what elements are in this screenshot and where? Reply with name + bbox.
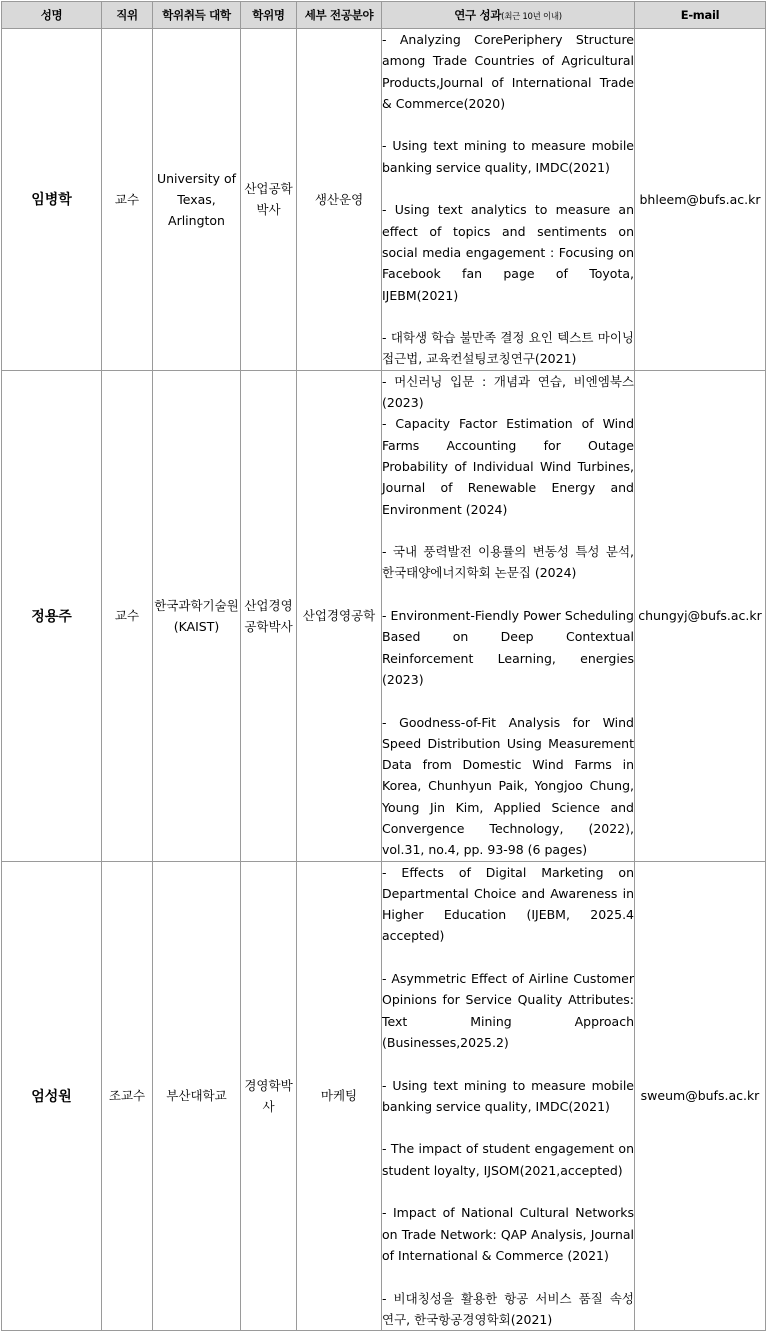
header-degree: 학위명	[241, 2, 297, 29]
header-research-label: 연구 성과	[454, 8, 502, 22]
publication-item: - Impact of National Cultural Networks on Trade Network: QAP Analysis, Journal of International & Commerce (2021)	[382, 1205, 634, 1263]
research-list	[382, 370, 635, 861]
table-row	[2, 370, 766, 861]
university: 부산대학교	[153, 861, 241, 1331]
major: 생산운영	[297, 29, 382, 371]
publication-item: - The impact of student engagement on student loyalty, IJSOM(2021,accepted)	[382, 1141, 634, 1178]
professor-name: 정용주	[2, 370, 102, 861]
degree: 경영학박사	[241, 861, 297, 1331]
table-row	[2, 29, 766, 371]
header-research	[382, 2, 635, 29]
publication-item: - 비대칭성을 활용한 항공 서비스 품질 속성 연구, 한국항공경영학회(2021)	[382, 1290, 634, 1327]
email-address: bhleem@bufs.ac.kr	[635, 29, 766, 371]
header-major: 세부 전공분야	[297, 2, 382, 29]
faculty-table	[1, 1, 766, 1331]
header-university: 학위취득 대학	[153, 2, 241, 29]
publication-item: - 대학생 학습 불만족 결정 요인 텍스트 마이닝 접근법, 교육컨설팅코칭연구(2021)	[382, 330, 634, 367]
email-address: sweum@bufs.ac.kr	[635, 861, 766, 1331]
professor-name: 임병학	[2, 29, 102, 371]
publication-item: - Capacity Factor Estimation of Wind Farms Accounting for Outage Probability of Individual Wind Turbines, Journal of Renewable Energy and Environment (2024)	[382, 416, 634, 517]
degree: 산업경영 공학박사	[241, 370, 297, 861]
major: 산업경영공학	[297, 370, 382, 861]
position: 교수	[102, 29, 153, 371]
university: University of Texas, Arlington	[153, 29, 241, 371]
header-row	[2, 2, 766, 29]
header-research-note: (최근 10년 이내)	[501, 12, 562, 22]
degree: 산업공학 박사	[241, 29, 297, 371]
publication-item: - Using text analytics to measure an effect of topics and sentiments on social media engagement : Focusing on Facebook fan page of Toyota, IJEBM(2021)	[382, 202, 634, 303]
publication-item: - 머신러닝 입문 : 개념과 연습, 비엔엠북스(2023)	[382, 373, 634, 411]
header-position: 직위	[102, 2, 153, 29]
publication-item: - Analyzing CorePeriphery Structure among Trade Countries of Agricultural Products,Journal of International Trade & Commerce(2020)	[382, 32, 634, 111]
publication-item: - Using text mining to measure mobile banking service quality, IMDC(2021)	[382, 138, 634, 175]
publication-item: - Environment-Fiendly Power Scheduling Based on Deep Contextual Reinforcement Learning, energies (2023)	[382, 608, 634, 687]
header-email: E-mail	[635, 2, 766, 29]
table-row	[2, 861, 766, 1331]
publication-item: - Asymmetric Effect of Airline Customer Opinions for Service Quality Attributes: Text Mining Approach (Businesses,2025.2)	[382, 971, 634, 1050]
header-name: 성명	[2, 2, 102, 29]
professor-name: 엄성원	[2, 861, 102, 1331]
position: 교수	[102, 370, 153, 861]
position: 조교수	[102, 861, 153, 1331]
publication-item: - 국내 풍력발전 이용률의 변동성 특성 분석, 한국태양에너지학회 논문집 (2024)	[382, 544, 634, 581]
publication-item: - Goodness-of-Fit Analysis for Wind Speed Distribution Using Measurement Data from Domestic Wind Farms in Korea, Chunhyun Paik, Yongjoo Chung, Young Jin Kim, Applied Science and Convergence Technology, (2022), vol.31, no.4, pp. 93-98 (6 pages)	[382, 714, 634, 858]
email-address: chungyj@bufs.ac.kr	[635, 370, 766, 861]
major: 마케팅	[297, 861, 382, 1331]
publication-item: - Effects of Digital Marketing on Departmental Choice and Awareness in Higher Education (IJEBM, 2025.4 accepted)	[382, 864, 634, 944]
research-list	[382, 29, 635, 371]
research-list	[382, 861, 635, 1331]
university: 한국과학기술원 (KAIST)	[153, 370, 241, 861]
publication-item: - Using text mining to measure mobile banking service quality, IMDC(2021)	[382, 1077, 634, 1114]
